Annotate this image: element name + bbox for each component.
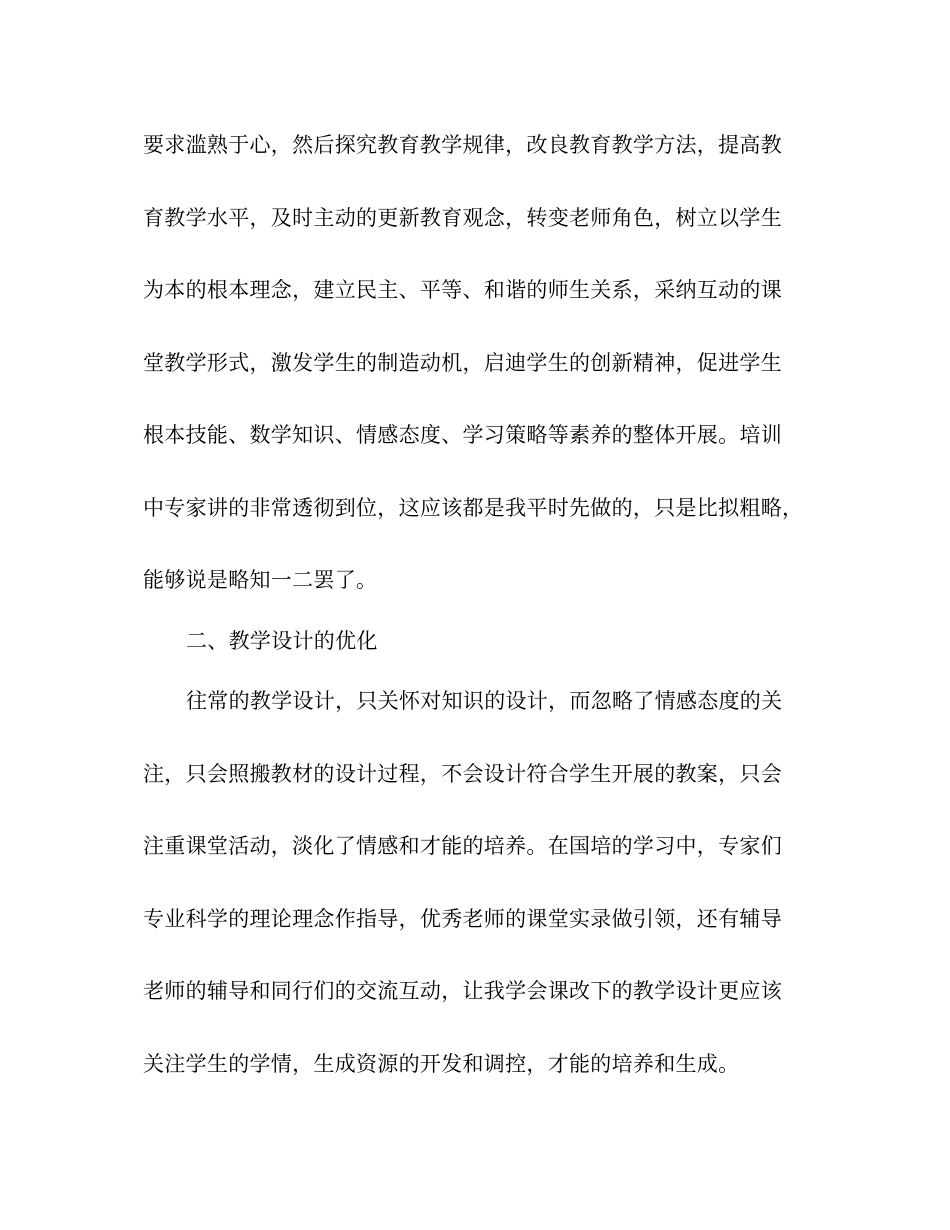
paragraph-line: 为本的根本理念，建立民主、平等、和谐的师生关系，采纳互动的课 <box>143 278 782 302</box>
paragraph-line: 根本技能、数学知识、情感态度、学习策略等素养的整体开展。培训 <box>143 423 782 447</box>
paragraph-line: 老师的辅导和同行们的交流互动，让我学会课改下的教学设计更应该 <box>143 979 782 1003</box>
paragraph-line: 关注学生的学情，生成资源的开发和调控，才能的培养和生成。 <box>143 1052 740 1076</box>
paragraph-line: 堂教学形式，激发学生的制造动机，启迪学生的创新精神，促进学生 <box>143 351 782 375</box>
paragraph-line: 中专家讲的非常透彻到位，这应该都是我平时先做的，只是比拟粗略， <box>143 496 804 520</box>
paragraph-line: 专业科学的理论理念作指导，优秀老师的课堂实录做引领，还有辅导 <box>143 907 782 931</box>
paragraph-line: 注重课堂活动，淡化了情感和才能的培养。在国培的学习中，专家们 <box>143 834 782 858</box>
paragraph-line: 育教学水平，及时主动的更新教育观念，转变老师角色，树立以学生 <box>143 206 782 230</box>
paragraph-line: 要求滥熟于心，然后探究教育教学规律，改良教育教学方法，提高教 <box>143 133 782 157</box>
section-heading: 二、教学设计的优化 <box>186 629 378 653</box>
paragraph-line: 能够说是略知一二罢了。 <box>143 568 378 592</box>
paragraph-line: 往常的教学设计，只关怀对知识的设计，而忽略了情感态度的关 <box>186 689 783 713</box>
paragraph-line: 注，只会照搬教材的设计过程，不会设计符合学生开展的教案，只会 <box>143 762 782 786</box>
